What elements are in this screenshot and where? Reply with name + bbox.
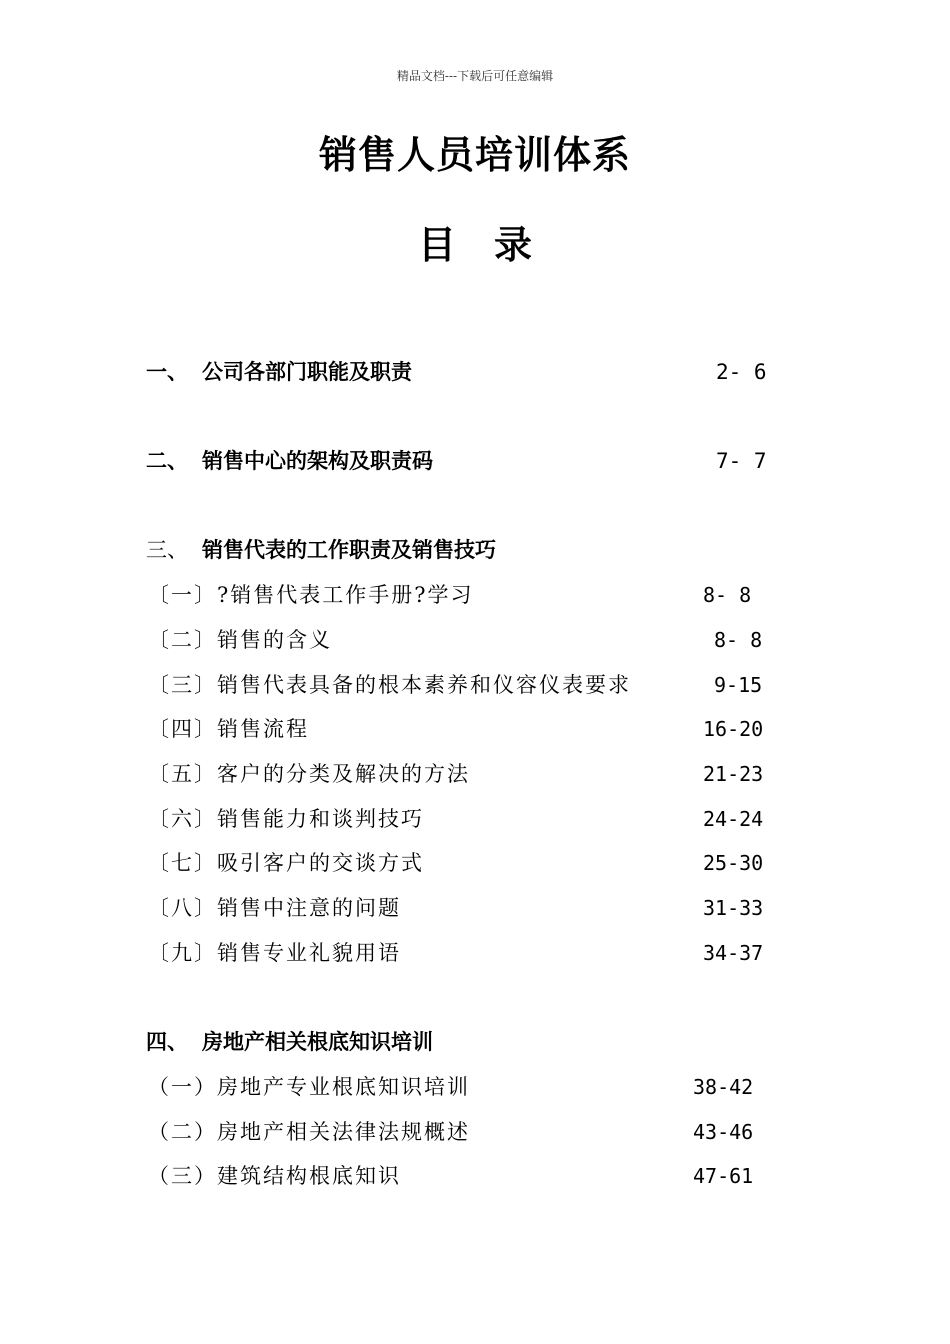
subitem-page-range: 9-15 — [714, 673, 763, 697]
toc-subitem[interactable] — [0, 1117, 950, 1147]
toc-subitem[interactable] — [0, 893, 950, 923]
subitem-label: 〔二〕销售的含义 — [148, 628, 332, 652]
section-label: 公司各部门职能及职责 — [202, 359, 412, 384]
subitem-page-range: 8- 8 — [703, 583, 752, 607]
subitem-page-range: 21-23 — [703, 762, 764, 786]
toc-section-3[interactable] — [0, 535, 950, 565]
subitem-page-range: 34-37 — [703, 941, 764, 965]
section-page-range: 2- 6 — [716, 360, 767, 384]
section-number: 四、 — [146, 1029, 188, 1054]
subitem-label: 〔九〕销售专业礼貌用语 — [148, 941, 401, 965]
subitem-label: 〔五〕客户的分类及解决的方法 — [148, 762, 470, 786]
toc-subitem[interactable] — [0, 580, 950, 610]
toc-section-1[interactable] — [0, 357, 950, 387]
toc-subitem[interactable] — [0, 1072, 950, 1102]
subitem-page-range: 16-20 — [703, 717, 764, 741]
subitem-page-range: 47-61 — [693, 1164, 754, 1188]
toc-title: 目 录 — [417, 222, 532, 267]
section-label: 销售中心的架构及职责码 — [202, 448, 433, 473]
section-label: 房地产相关根底知识培训 — [202, 1029, 433, 1054]
subitem-label: （一）房地产专业根底知识培训 — [148, 1075, 470, 1099]
toc-subitem[interactable] — [0, 670, 950, 700]
toc-subitem[interactable] — [0, 848, 950, 878]
subitem-page-range: 31-33 — [703, 896, 764, 920]
document-title: 销售人员培训体系 — [318, 132, 631, 177]
subitem-page-range: 38-42 — [693, 1075, 754, 1099]
toc-subitem[interactable] — [0, 804, 950, 834]
header-note: 精品文档---下载后可任意编辑 — [396, 69, 554, 83]
subitem-label: 〔七〕吸引客户的交谈方式 — [148, 851, 424, 875]
section-number: 三、 — [146, 538, 188, 562]
subitem-label: 〔八〕销售中注意的问题 — [148, 896, 401, 920]
subitem-page-range: 8- 8 — [714, 628, 763, 652]
subitem-label: （二）房地产相关法律法规概述 — [148, 1120, 470, 1144]
toc-subitem[interactable] — [0, 938, 950, 968]
toc-section-4[interactable] — [0, 1027, 950, 1057]
subitem-label: 〔一〕?销售代表工作手册?学习 — [148, 583, 474, 607]
subitem-label: （三）建筑结构根底知识 — [148, 1164, 401, 1188]
toc-subitem[interactable] — [0, 1161, 950, 1191]
section-page-range: 7- 7 — [716, 449, 767, 473]
section-number: 一、 — [146, 359, 188, 384]
toc-subitem[interactable] — [0, 625, 950, 655]
subitem-label: 〔三〕销售代表具备的根本素养和仪容仪表要求 — [148, 673, 631, 697]
subitem-page-range: 25-30 — [703, 851, 764, 875]
toc-subitem[interactable] — [0, 759, 950, 789]
toc-subitem[interactable] — [0, 714, 950, 744]
section-number: 二、 — [146, 448, 188, 473]
subitem-label: 〔四〕销售流程 — [148, 717, 309, 741]
section-label: 销售代表的工作职责及销售技巧 — [202, 537, 496, 562]
subitem-page-range: 43-46 — [693, 1120, 754, 1144]
subitem-page-range: 24-24 — [703, 807, 764, 831]
subitem-label: 〔六〕销售能力和谈判技巧 — [148, 807, 424, 831]
toc-section-2[interactable] — [0, 446, 950, 476]
